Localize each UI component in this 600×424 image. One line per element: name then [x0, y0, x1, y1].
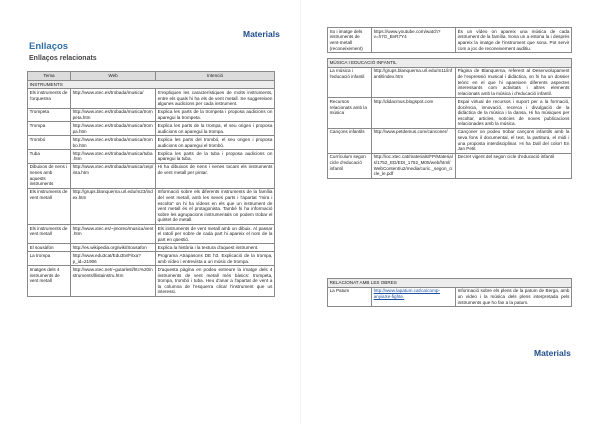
left-section-heading: Materials: [243, 29, 280, 39]
row-web-link[interactable]: http://www.xtec.es/trobada/musica/trombo.htm: [71, 136, 156, 150]
page-divider: [300, 0, 301, 424]
group-row-instruments: [28, 80, 275, 89]
row-intencio: Hi ha dibuixos de nens i nenes tocant els instruments de vent metall per pintar.: [156, 163, 275, 188]
row-web-link[interactable]: http://www.petdemus.com/canconer/: [372, 128, 456, 153]
group-label-music: MÚSICA I EDUCACIÓ INFANTIL: [328, 58, 572, 67]
row-tema: Dibuixos de nens i nenes amb aquests instruments: [28, 163, 71, 188]
row-intencio: Explica les parts de la trompeta i proposa audicions on aparegui la trompeta.: [156, 108, 275, 122]
table-row: [28, 224, 275, 243]
row-intencio: Decret vigent del segon cicle d'educació infantil: [456, 153, 572, 178]
header-intencio: Intenció: [156, 72, 275, 81]
page-subtitle: Enllaços relacionats: [29, 55, 97, 62]
row-intencio: D'aquesta pàgina en podeu extreure la imatge dels 4 instruments de vent metall més bàsics: trompeta, trompa, trombó i tuba. Heu d'anar a l'apartat de vent a la columna de l'esquerra clicar l'instrument que us interessi.: [156, 266, 275, 297]
row-tema: Imatges dels 4 instruments de vent metall: [28, 266, 71, 297]
row-web-link[interactable]: http://www.xtec.es/trobada/musica/trompa.htm: [71, 122, 156, 136]
row-web-link[interactable]: http://www.xtec.es/trobada/musica/trompeta.htm: [71, 108, 156, 122]
row-web-link[interactable]: http://www.xtec.es/trobada/musica/tuba.htm: [71, 149, 156, 163]
table-row: [28, 244, 275, 252]
links-table: [27, 71, 275, 297]
table-row: [328, 98, 572, 129]
row-intencio: Pàgina de Blanquerna, referent al Desenvolupament de l'expressió musical i didàctica, on hi ha un dossier teòric en el que hi apareixen diferents aspectes interessants com activitats i altres elements relacionats amb la música i d'educació infantil.: [456, 67, 572, 98]
table-row: [28, 188, 275, 224]
row-tema: El sousàfon: [28, 244, 71, 252]
row-tema: Trompeta: [28, 108, 71, 122]
row-intencio: Explica les parts de la tuba i proposa audicions on aparegui la tuba.: [156, 149, 275, 163]
row-web-link[interactable]: https://www.youtube.com/watch?v=h7G_BvR7Y4: [372, 28, 456, 53]
row-intencio: Espai virtual de recursos i suport per a la formació, docència, innovació, recerca i divulgació de la didàctica de la música i la dansa. Hi ha músiques per escoltar, articles, notícies de noves publicacions relacionades amb la música.: [456, 98, 572, 129]
row-tema: La Patum: [328, 287, 372, 306]
row-tema: Trombó: [28, 136, 71, 150]
row-intencio: Els instruments de vent metall amb un dibuix. Al passar el ratolí per sobre de cada part hi apareix el nom de la part en qüestió.: [156, 224, 275, 243]
header-tema: Tema: [28, 72, 71, 81]
table-row: [28, 163, 275, 188]
row-web-link[interactable]: http://www.xtec.es/trobada/musica/ceip/inta.htm: [71, 163, 156, 188]
row-intencio: Explica les parts de la trompa, el seu origen i proposa audicions on aparegui la trompa.: [156, 122, 275, 136]
right-section-heading: Materials: [534, 348, 571, 358]
table-row: [328, 67, 572, 98]
table-row: [28, 89, 275, 108]
row-web-link[interactable]: http://didacmus.blogspot.com: [372, 98, 456, 129]
table-row: [328, 287, 572, 306]
table-row: [328, 128, 572, 153]
row-tema: Tuba: [28, 149, 71, 163]
row-web-link[interactable]: http://grups.blanquerna.url.edu/m23/index.htm: [71, 188, 156, 224]
row-tema: La música i l'educació infantil: [328, 67, 372, 98]
table-row: [28, 266, 275, 297]
row-web-link[interactable]: http://grups.blanquerna.url.edu/m11/infantil/index.htm: [372, 67, 456, 98]
row-intencio: Informació sobre els diferents instruments de la família del vent metall, amb les seves parts i l'apartat "mira i escolta" on hi ha vídeos en els que un instrument de vent metall és el protagonista. També hi ha informació sobre les agrupacions instrumentals on podem trobar el quintet de metall.: [156, 188, 275, 224]
header-web: Web: [71, 72, 156, 81]
row-web-link[interactable]: http://www.xtec.es/~jmoreo/musica/vent.htm: [71, 224, 156, 243]
group-label-works: RELACIONAT AMB LES OBRES: [328, 279, 572, 288]
row-intencio: Explica la història i la textura d'aquest instrument.: [156, 244, 275, 252]
table-row: [28, 149, 275, 163]
works-table: [327, 278, 572, 307]
row-tema: Recursos relacionats amb la música: [328, 98, 372, 129]
row-tema: Trompa: [28, 122, 71, 136]
row-intencio: S'expliquen les característiques de molts instruments, entre els quals hi ha els de vent metall. Se suggereixen algunes audicions per cada instrument.: [156, 89, 275, 108]
table-row: [28, 122, 275, 136]
row-intencio: És un vídeo on apareix una música de cada instrument de la família. Sona un a estona la i després apareix la imatge de l'instrument que sona. Pot servir com a joc de reconeixement auditiu.: [456, 28, 572, 53]
group-label-instruments: INSTRUMENTS: [28, 80, 275, 89]
row-tema: Cançons infantils: [328, 128, 372, 153]
row-web-link[interactable]: http://www.lapatum.cat/ca/comp-anyiaXe-fighte.: [372, 287, 456, 306]
group-row-works: [328, 279, 572, 288]
row-tema: La trompa: [28, 252, 71, 266]
row-intencio: Explica les parts del trombó, el seu origen i proposa audicions on aparegui el trombó.: [156, 136, 275, 150]
row-intencio: Programa Atrapasons DE h3. Explicació de la trompa, amb vídeo i entrevista a un músic de trompa.: [156, 252, 275, 266]
row-web-link[interactable]: http://www.xtec.es/trobada/musica/: [71, 89, 156, 108]
row-intencio: Informació sobre els plens de la patum de Berga, amb un vídeo i la música dels plens interpretada pels instruments que ho fan a la patum.: [456, 287, 572, 306]
row-tema: So i imatge dels instruments de vent-metall (reconeixement): [328, 28, 372, 53]
table-row: [28, 252, 275, 266]
row-web-link[interactable]: http://ioc.xtec.cat/materials/FP/Materials/1752_ED/EDI_1752_M05/web/html/WebContent/u2/media/curic._segon_cicle_le.pdf: [372, 153, 456, 178]
row-web-link[interactable]: http://www.xtec.net/~gutarlesl/htc%20instruments/llistainstru.htm: [71, 266, 156, 297]
table-row: [328, 28, 572, 53]
table-row: [28, 108, 275, 122]
row-tema: Currículum segon cicle d'educació infantil: [328, 153, 372, 178]
row-web-link[interactable]: http://www.edu3cat/Edu3tv/Fitxa?p_id=21906: [71, 252, 156, 266]
row-intencio: Cançoner on podeu trobar cançons infantils amb la seva fons il documental, el text, la partitura, el midi i una proposta interdisciplinar. Hi ha Dall del color! En Jan Petit: [456, 128, 572, 153]
row-web-link[interactable]: http://es.wikipedia.org/wiki/Sousafon: [71, 244, 156, 252]
row-tema: Els instruments de vent metall: [28, 224, 71, 243]
table-row: [28, 136, 275, 150]
row-tema: Els instruments de vent metall: [28, 188, 71, 224]
table-header-row: [28, 72, 275, 81]
table-row: [328, 153, 572, 178]
page-title: Enllaços: [29, 41, 69, 52]
links-table-continued: [327, 27, 572, 179]
group-row-music: [328, 58, 572, 67]
row-tema: Els instruments de l'orquestra: [28, 89, 71, 108]
